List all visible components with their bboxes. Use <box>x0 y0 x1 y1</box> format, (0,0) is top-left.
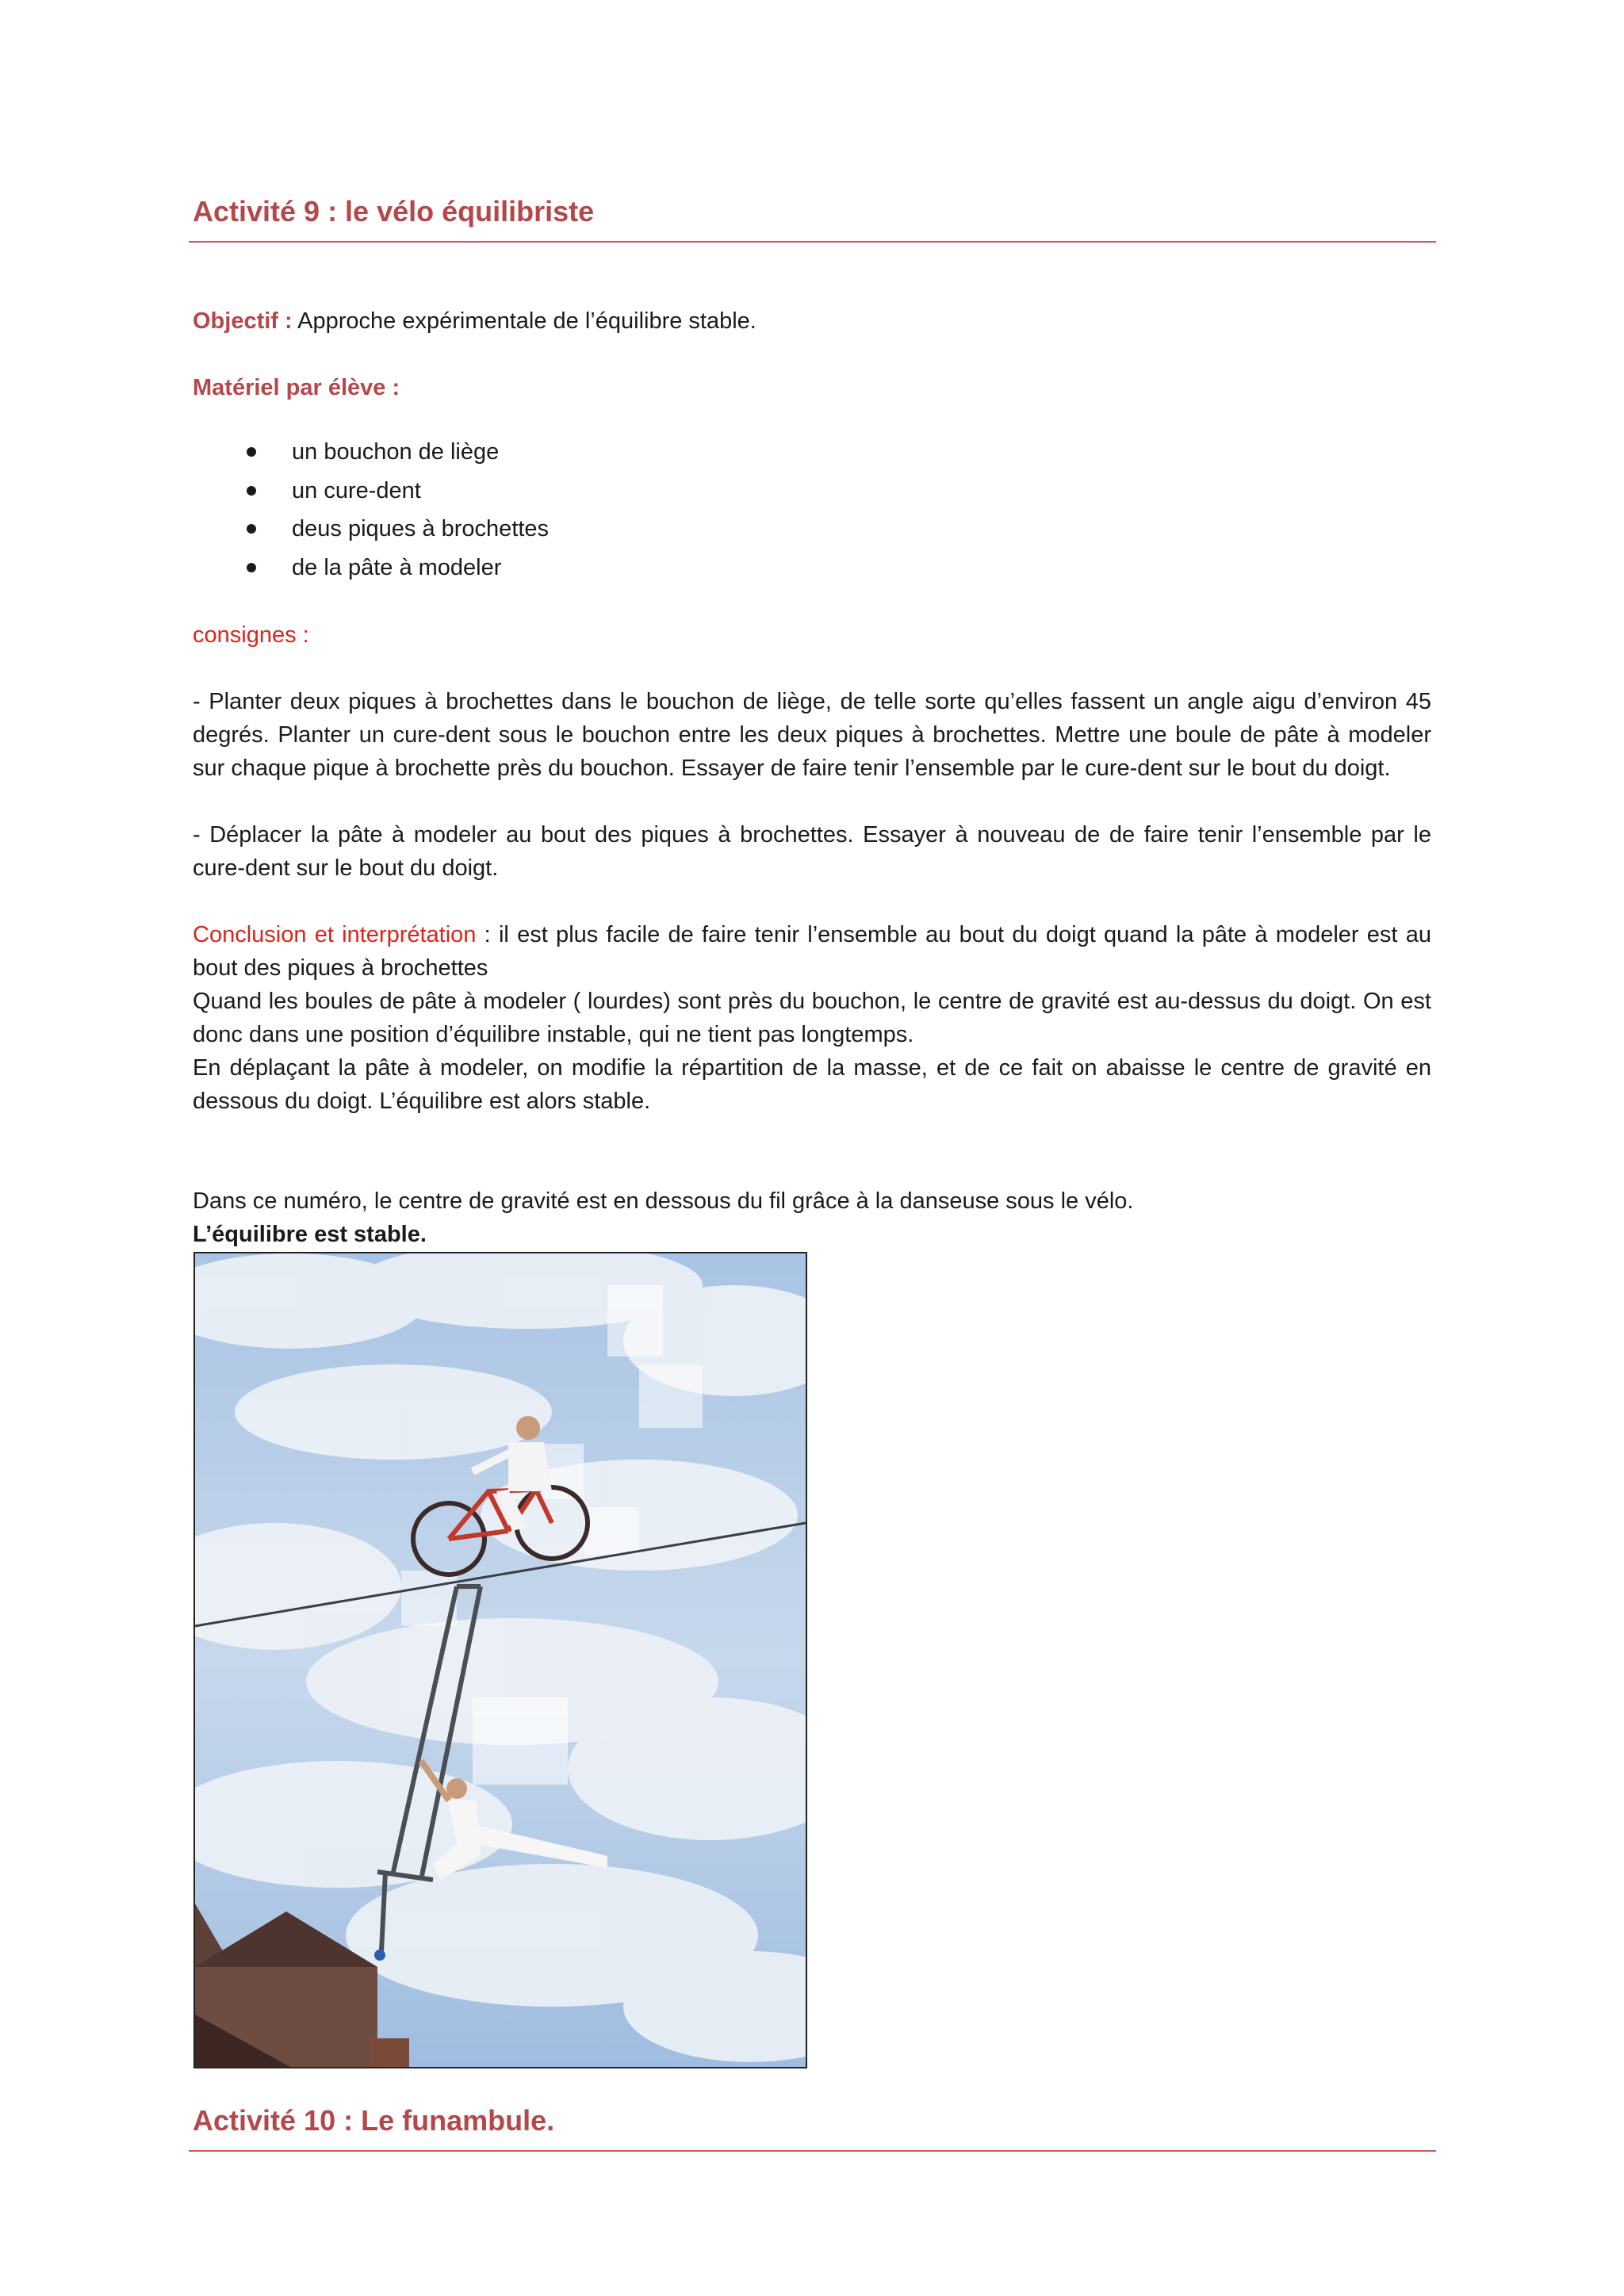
bullet-icon <box>247 486 256 496</box>
list-item: de la pâte à modeler <box>193 549 549 587</box>
instructions-label: consignes : <box>193 622 309 648</box>
title-underline <box>189 2150 1436 2152</box>
instructions-step-1: - Planter deux piques à brochettes dans le bouchon de liège, de telle sorte qu’elles fassent un angle aigu d’environ 45 degrés. Planter un cure-dent sous le bouchon entre les deux piques à brochettes. Mettre une boule de pâte à modeler sur chaque pique à brochette près du bouchon. Essayer de faire tenir l’ensemble par le cure-dent sur le bout du doigt. <box>193 689 1431 781</box>
conclusion-unstable: Quand les boules de pâte à modeler ( lourdes) sont près du bouchon, le centre de gravité est au-dessus du doigt. On est donc dans une position d’équilibre instable, qui ne tient pas longtemps. <box>193 989 1431 1047</box>
title-underline <box>189 241 1436 243</box>
materials-list <box>193 433 549 587</box>
list-item: un cure-dent <box>193 472 549 511</box>
objective-text: Approche expérimentale de l’équilibre stable. <box>292 308 756 334</box>
conclusion-label: Conclusion et interprétation <box>193 922 477 947</box>
photo-caption: Dans ce numéro, le centre de gravité est en dessous du fil grâce à la danseuse sous le vélo. <box>193 1188 1134 1214</box>
photo-illustration <box>195 1253 806 2067</box>
weight-ball <box>374 1950 385 1961</box>
materials-label: Matériel par élève : <box>193 375 400 400</box>
bullet-icon <box>247 447 256 457</box>
bullet-icon <box>247 563 256 572</box>
conclusion-text: : il est plus facile de faire tenir l’ensemble au bout du doigt quand la pâte à modeler est au bout des piques à brochettes <box>193 922 1431 981</box>
activity9-title: Activité 9 : le vélo équilibriste <box>193 195 595 228</box>
activity10-title: Activité 10 : Le funambule. <box>193 2104 555 2137</box>
bicycle-acrobat-photo <box>193 1252 807 2068</box>
conclusion-paragraph <box>193 918 1431 985</box>
photo-caption-bold: L’équilibre est stable. <box>193 1222 427 1247</box>
bullet-icon <box>247 524 256 534</box>
objective-label: Objectif : <box>193 308 293 334</box>
conclusion-stable: En déplaçant la pâte à modeler, on modifie la répartition de la masse, et de ce fait on abaisse le centre de gravité en dessous du doigt. L’équilibre est alors stable. <box>193 1055 1431 1114</box>
objective-paragraph <box>193 304 1431 338</box>
list-item: un bouchon de liège <box>193 433 549 472</box>
instructions-step-2: - Déplacer la pâte à modeler au bout des piques à brochettes. Essayer à nouveau de de faire tenir l’ensemble par le cure-dent sur le bout du doigt. <box>193 822 1431 881</box>
list-item: deus piques à brochettes <box>193 510 549 549</box>
